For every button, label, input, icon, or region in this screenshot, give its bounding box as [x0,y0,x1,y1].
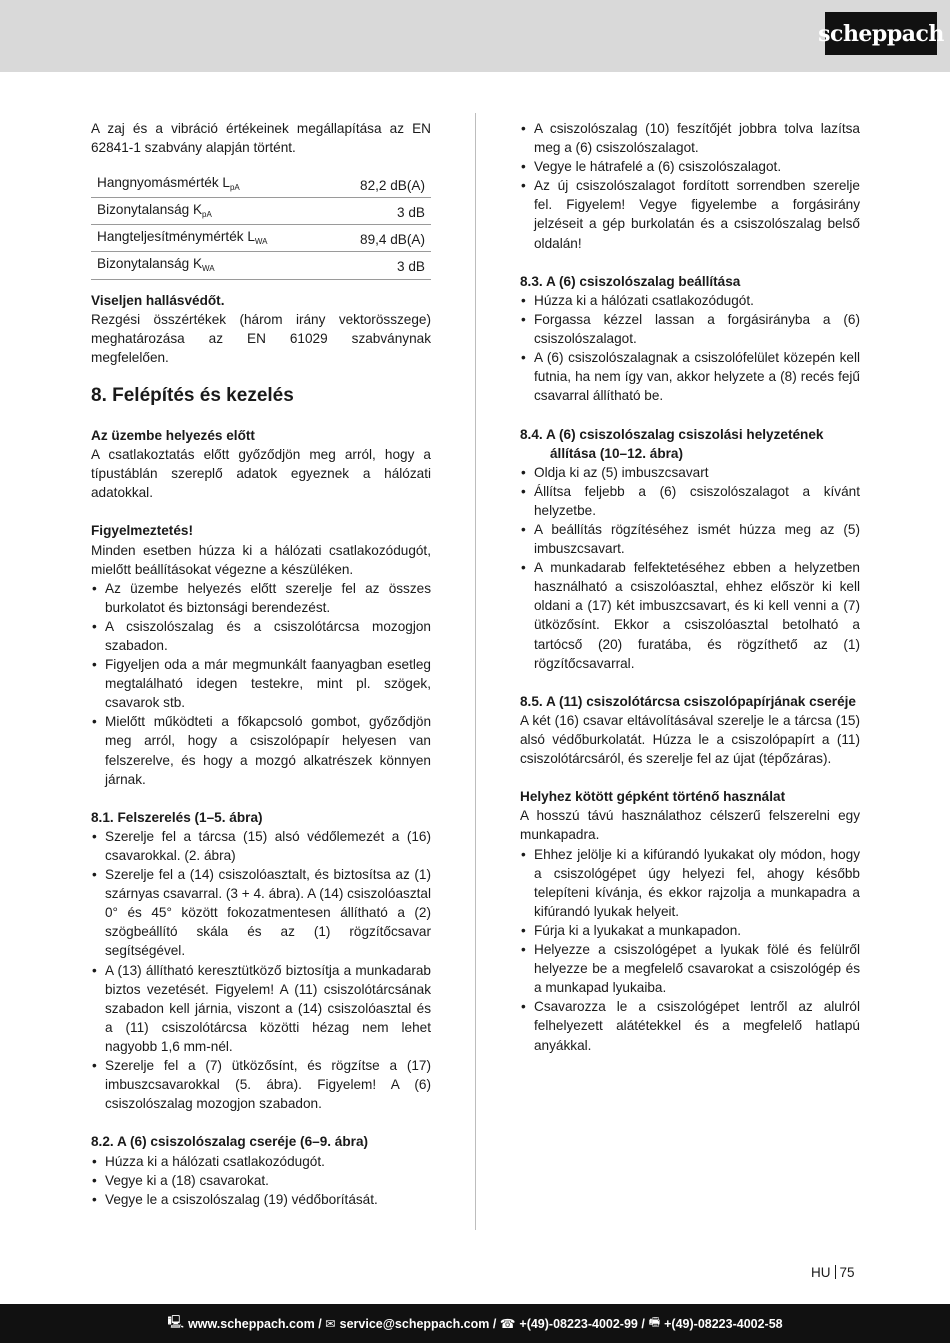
footer-website[interactable]: www.scheppach.com [188,1316,315,1331]
section-8-2-list [91,1152,431,1209]
noise-value: 3 dB [330,252,431,279]
list-item: • Oldja ki az (5) imbuszcsavart [520,463,860,482]
list-item: • Ehhez jelölje ki a kifúrandó lyukakat oly módon, hogy a csiszológépet úgy helyezi fel, ahogy később telepíteni kívánja, és ekkor rajzolja a munkapadra a kifúrandó lyukak helyeit. [520,845,860,921]
list-item: • Forgassa kézzel lassan a forgásirányba a (6) csiszolószalagot. [520,310,860,348]
section-8-5-heading: 8.5. A (11) csiszolótárcsa csiszolópapírjának cseréje [520,693,856,709]
list-item: • A beállítás rögzítéséhez ismét húzza meg az (5) imbuszcsavart. [520,520,860,558]
fax-icon: 🖷 [648,1315,661,1329]
header-bar [0,0,950,72]
list-item: • Szerelje fel a (7) ütközősínt, és rögzítse a (17) imbuszcsavarokkal (5. ábra). Figyelem! A (6) csiszolószalag mozogjon szabadon. [91,1056,431,1113]
list-item: • Csavarozza le a csiszológépet lentről az alulról felhelyezett alátétekkel és a megfelelő hatlapú anyákkal. [520,997,860,1054]
list-item: • Húzza ki a hálózati csatlakozódugót. [91,1152,431,1171]
stationary-use-heading: Helyhez kötött gépként történő használat [520,789,786,805]
section-8-4-list [520,463,860,673]
list-item: • Vegye le a csiszolószalag (19) védőborítását. [91,1190,431,1209]
list-item: • Mielőtt működteti a főkapcsoló gombot, győződjön meg arról, hogy a csiszolópapír helyesen van felszerelve, és hogy a mozgó alkatrészek könnyen járnak. [91,712,431,788]
stationary-use-list [520,845,860,1055]
noise-label: Bizonytalanság $K_{pA}$ [91,198,330,225]
computer-icon: 🖳 [167,1315,185,1329]
noise-value: 82,2 dB(A) [330,171,431,198]
startup-heading: Az üzembe helyezés előtt [91,427,255,443]
envelope-icon: ✉ [325,1317,336,1331]
footer-phone: +(49)-08223-4002-99 [519,1316,638,1331]
list-item: • Szerelje fel a (14) csiszolóasztalt, és biztosítsa az (1) szárnyas csavarral. (3 + 4. ábra). A (14) csiszolóasztal 0° és 45° között fokozatmentesen állítható a (2) szögbeállító skála és az (1) rögzítőcsavar segítségével. [91,865,431,960]
list-item: • Helyezze a csiszológépet a lyukak fölé és felülről helyezze be a megfelelő csavarokat a csiszológép és a munkapad lyukaiba. [520,940,860,997]
warning-text: Minden esetben húzza ki a hálózati csatlakozódugót, mielőtt beállításokat végezne a készüléken. [91,542,431,577]
list-item: • Vegye ki a (18) csavarokat. [91,1171,431,1190]
noise-label: Hangteljesítménymérték $L_{WA}$ [91,225,330,252]
table-row [91,252,431,279]
list-item: • Az üzembe helyezés előtt szerelje fel az összes burkolatot és biztonsági berendezést. [91,579,431,617]
noise-table [91,171,431,279]
list-item: • A (13) állítható keresztütköző biztosítja a munkadarab biztos vezetését. Figyelem! A (11) csiszolótárcsának szabadon kell járnia, viszont a (14) csiszolóasztal és a (11) csiszolótárcsa közötti hézag nem lehet nagyobb 1,6 mm-nél. [91,961,431,1056]
list-item: • Az új csiszolószalagot fordított sorrendben szerelje fel. Figyelem! Vegye figyelembe a forgásirány jelzéseit a gép burkolatán és a csiszolószalag belső oldalán! [520,176,860,252]
list-item: • Vegye le hátrafelé a (6) csiszolószalagot. [520,157,860,176]
section-8-2-heading: 8.2. A (6) csiszolószalag cseréje (6–9. ábra) [91,1134,369,1150]
noise-label: Bizonytalanság $K_{WA}$ [91,252,330,279]
section-8-heading: 8. Felépítés és kezelés [91,384,294,406]
scheppach-logo: scheppach [825,12,937,55]
list-item: • Figyeljen oda a már megmunkált faanyagban esetleg megtalálható idegen testekre, mint pl. szögek, csavarok stb. [91,655,431,712]
column-divider [475,113,476,1230]
table-row [91,171,431,198]
hearing-protection-note: Viseljen hallásvédőt. [91,292,225,308]
section-8-3-heading: 8.3. A (6) csiszolószalag beállítása [520,273,741,289]
startup-text: A csatlakoztatás előtt győződjön meg arról, hogy a típustáblán szereplő adatok egyeznek a hálózati adatokkal. [91,447,431,501]
noise-value: 3 dB [330,198,431,225]
section-8-1-heading: 8.1. Felszerelés (1–5. ábra) [91,809,263,825]
right-column [520,119,860,1055]
left-column [91,119,431,1209]
warning-list [91,579,431,789]
list-item: • A csiszolószalag és a csiszolótárcsa mozogjon szabadon. [91,617,431,655]
list-item: • A csiszolószalag (10) feszítőjét jobbra tolva lazítsa meg a (6) csiszolószalagot. [520,119,860,157]
noise-label: Hangnyomásmérték $L_{pA}$ [91,171,330,198]
phone-icon: ☎ [499,1317,516,1331]
footer-fax: +(49)-08223-4002-58 [664,1316,783,1331]
section-8-4-heading: 8.4. A (6) csiszolószalag csiszolási helyzetének állítása (10–12. ábra) [520,426,824,461]
section-8-2-continued-list [520,119,860,253]
noise-value: 89,4 dB(A) [330,225,431,252]
footer-bar: 🖳 www.scheppach.com / ✉ service@scheppach.com / ☎ +(49)-08223-4002-99 / 🖷 +(49)-08223-4002-58 [0,1304,950,1343]
page-number [811,1265,855,1280]
list-item: • Állítsa feljebb a (6) csiszolószalagot a kívánt helyzetbe. [520,482,860,520]
vibration-note: Rezgési összértékek (három irány vektorösszege) meghatározása az EN 61029 szabványnak megfelelően. [91,311,431,365]
warning-heading: Figyelmeztetés! [91,523,193,539]
section-8-3-list [520,291,860,406]
section-8-5-text: A két (16) csavar eltávolításával szerelje le a tárcsa (15) alsó védőburkolatát. Húzza le a csiszolópapírt a (11) csiszolótárcsáról, és szerelje fel az újat (tépőzáras). [520,712,860,767]
list-item: • A (6) csiszolószalagnak a csiszolófelület közepén kell futnia, ha nem így van, akkor helyzete a (8) recés fejű csavarral állítható be. [520,348,860,405]
table-row [91,225,431,252]
stationary-use-text: A hosszú távú használathoz célszerű felszerelni egy munkapadra. [520,808,860,843]
list-item: • Fúrja ki a lyukakat a munkapadon. [520,921,860,940]
footer-email[interactable]: service@scheppach.com [339,1316,490,1331]
list-item: • A munkadarab felfektetéséhez ebben a helyzetben használható a csiszolóasztal, ehhez először ki kell oldani a (17) két imbuszcsavart, és ki kell venni a (7) ütközősínt. Ekkor a csiszolóasztal betolható a tartócső (20) furatába, és rögzíthető az (1) rögzítőcsavarral. [520,558,860,673]
noise-intro: A zaj és a vibráció értékeinek megállapítása az EN 62841-1 szabvány alapján történt. [91,121,431,156]
language-code: HU [811,1265,831,1280]
table-row [91,198,431,225]
section-8-1-list [91,827,431,1113]
list-item: • Húzza ki a hálózati csatlakozódugót. [520,291,860,310]
list-item: • Szerelje fel a tárcsa (15) alsó védőlemezét a (16) csavarokkal. (2. ábra) [91,827,431,865]
page-number-value: 75 [839,1265,855,1280]
